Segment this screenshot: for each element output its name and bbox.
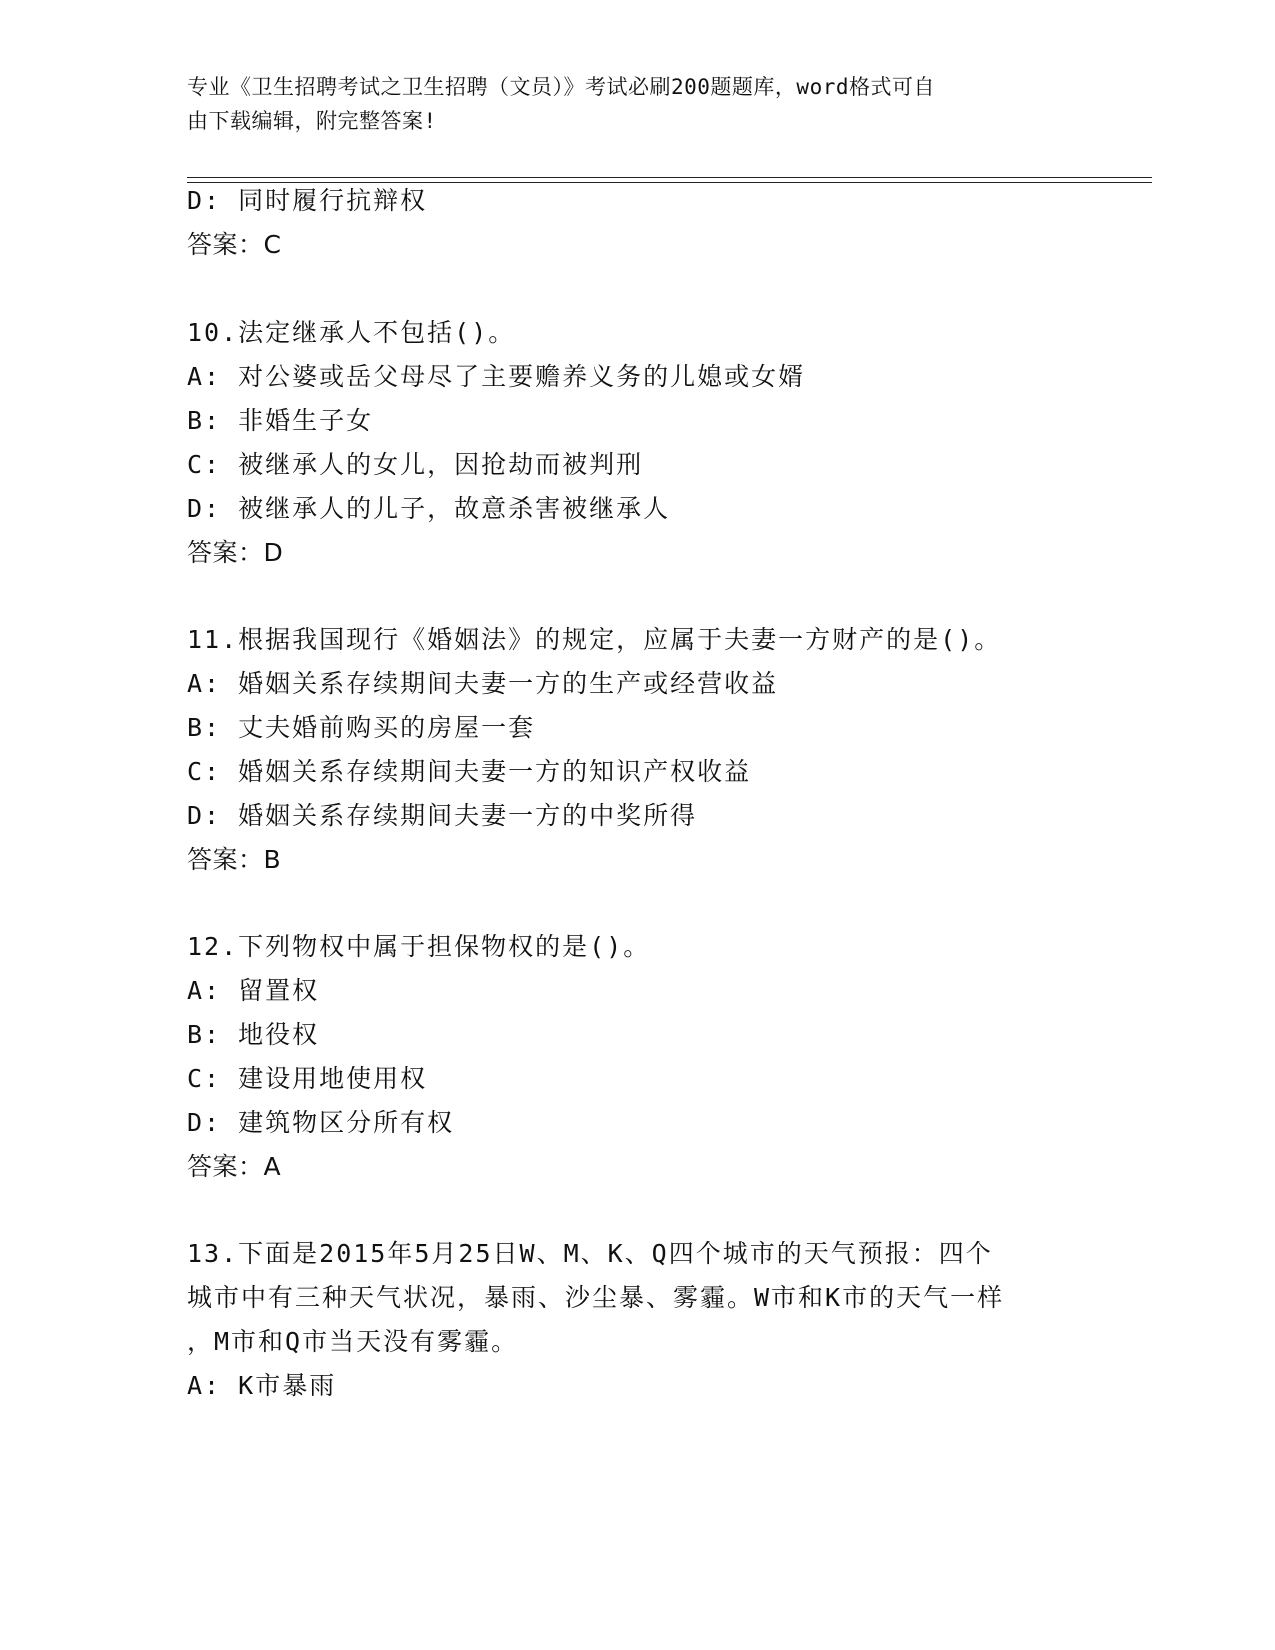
q12-stem: 12.下列物权中属于担保物权的是()。 [187,932,651,961]
header-line-1: 专业《卫生招聘考试之卫生招聘（文员）》考试必刷200题题库，word格式可自 [187,75,935,99]
header-divider-bottom [187,182,1152,183]
q11-option-a: A: 婚姻关系存续期间夫妻一方的生产或经营收益 [187,669,779,698]
q10-answer: 答案：D [187,538,284,567]
header-line-2: 由下载编辑，附完整答案! [187,109,437,133]
q13-stem-line-3: ，M市和Q市当天没有雾霾。 [187,1327,519,1356]
q10-option-a: A: 对公婆或岳父母尽了主要赡养义务的儿媳或女婿 [187,362,806,391]
q13-stem-line-2: 城市中有三种天气状况，暴雨、沙尘暴、雾霾。W市和K市的天气一样 [187,1283,1005,1312]
prev-answer: 答案：C [187,230,282,259]
q13-option-a: A: K市暴雨 [187,1371,337,1400]
q12-option-b: B: 地役权 [187,1020,320,1049]
q12-option-c: C: 建设用地使用权 [187,1064,428,1093]
q11-option-b: B: 丈夫婚前购买的房屋一套 [187,713,536,742]
document-header [187,70,1067,138]
header-divider-top [187,177,1152,178]
prev-option-d: D: 同时履行抗辩权 [187,186,428,215]
q10-option-d: D: 被继承人的儿子，故意杀害被继承人 [187,494,671,523]
q12-option-d: D: 建筑物区分所有权 [187,1108,455,1137]
q11-option-d: D: 婚姻关系存续期间夫妻一方的中奖所得 [187,801,698,830]
q10-stem: 10.法定继承人不包括()。 [187,318,516,347]
q11-stem: 11.根据我国现行《婚姻法》的规定，应属于夫妻一方财产的是()。 [187,625,1002,654]
q12-answer: 答案：A [187,1152,282,1181]
q12-option-a: A: 留置权 [187,976,320,1005]
q10-option-c: C: 被继承人的女儿，因抢劫而被判刑 [187,450,644,479]
q11-answer: 答案：B [187,845,282,874]
q11-option-c: C: 婚姻关系存续期间夫妻一方的知识产权收益 [187,757,752,786]
q13-stem-line-1: 13.下面是2015年5月25日W、M、K、Q四个城市的天气预报：四个 [187,1239,993,1268]
q10-option-b: B: 非婚生子女 [187,406,374,435]
